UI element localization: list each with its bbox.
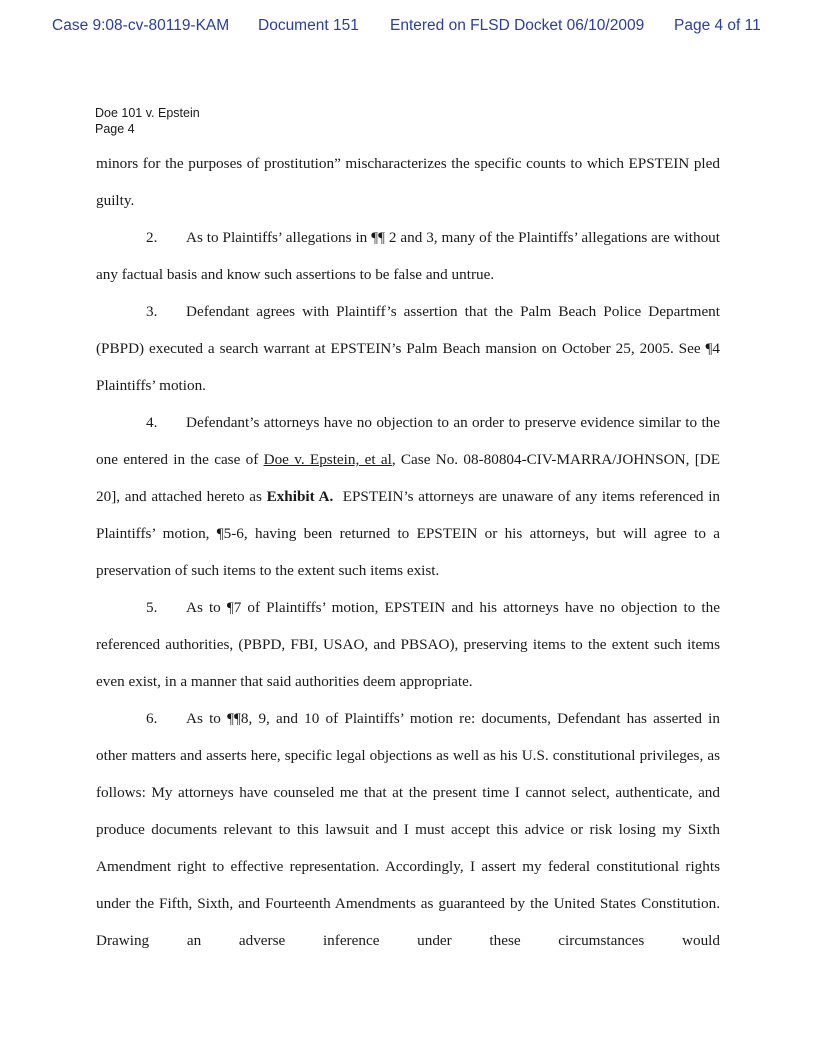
paragraph-continuation xyxy=(96,145,720,219)
exhibit-reference: Exhibit A. xyxy=(266,488,334,505)
paragraph-5 xyxy=(96,589,720,700)
paragraph-text: Defendant’s attorneys have no objection to an order to preserve evidence similar to the one entered in the case of xyxy=(96,414,720,468)
paragraph-text: Defendant agrees with Plaintiff’s assertion that the Palm Beach Police Department (PBPD) executed a search warrant at EPSTEIN’s Palm Beach mansion on October 25, 2005. See ¶4 Plaintiffs’ motion. xyxy=(96,303,720,394)
paragraph-number: 4. xyxy=(146,414,158,431)
case-citation: Doe v. Epstein, et al xyxy=(263,451,392,468)
document-caption xyxy=(95,105,200,137)
paragraph-number: 5. xyxy=(146,599,158,616)
docket-page-count: Page 4 of 11 xyxy=(674,17,761,34)
paragraph-2 xyxy=(96,219,720,293)
paragraph-continuation-text: minors for the purposes of prostitution” mischaracterizes the specific counts to which EPSTEIN pled guilty. xyxy=(96,155,720,209)
paragraph-3 xyxy=(96,293,720,404)
paragraph-number: 6. xyxy=(146,710,158,727)
paragraph-text: As to ¶7 of Plaintiffs’ motion, EPSTEIN and his attorneys have no objection to the referenced authorities, (PBPD, FBI, USAO, and PBSAO), preserving items to the extent such items even exist, in a manner that said authorities deem appropriate. xyxy=(96,599,720,690)
paragraph-text: , Case No. 08-80804-CIV-MARRA/JOHNSON, [DE 20], and attached hereto as xyxy=(96,451,721,505)
docket-case-number: Case 9:08-cv-80119-KAM xyxy=(52,17,230,34)
paragraph-6 xyxy=(96,700,720,959)
paragraph-text: As to Plaintiffs’ allegations in ¶¶ 2 and 3, many of the Plaintiffs’ allegations are without any factual basis and know such assertions to be false and untrue. xyxy=(96,229,720,283)
paragraph-number: 2. xyxy=(146,229,158,246)
caption-page: Page 4 xyxy=(95,122,135,136)
docket-document-number: Document 151 xyxy=(258,17,359,34)
caption-title: Doe 101 v. Epstein xyxy=(95,106,200,120)
paragraph-text: EPSTEIN’s attorneys are unaware of any items referenced in Plaintiffs’ motion, ¶5-6, having been returned to EPSTEIN or his attorneys, but will agree to a preservation of such items to the extent such items exist. xyxy=(96,488,721,579)
docket-header xyxy=(0,17,816,39)
paragraph-4 xyxy=(96,404,720,589)
document-body xyxy=(96,145,720,959)
paragraph-number: 3. xyxy=(146,303,158,320)
docket-entered-date: Entered on FLSD Docket 06/10/2009 xyxy=(390,17,645,34)
paragraph-text: As to ¶¶8, 9, and 10 of Plaintiffs’ motion re: documents, Defendant has asserted in other matters and asserts here, specific legal objections as well as his U.S. constitutional privileges, as follows: My attorneys have counseled me that at the present time I cannot select, authenticate, and produce documents relevant to this lawsuit and I must accept this advice or risk losing my Sixth Amendment right to effective representation. Accordingly, I assert my federal constitutional rights under the Fifth, Sixth, and Fourteenth Amendments as guaranteed by the United States Constitution. Drawing an adverse inference under these circumstances would xyxy=(96,710,720,949)
